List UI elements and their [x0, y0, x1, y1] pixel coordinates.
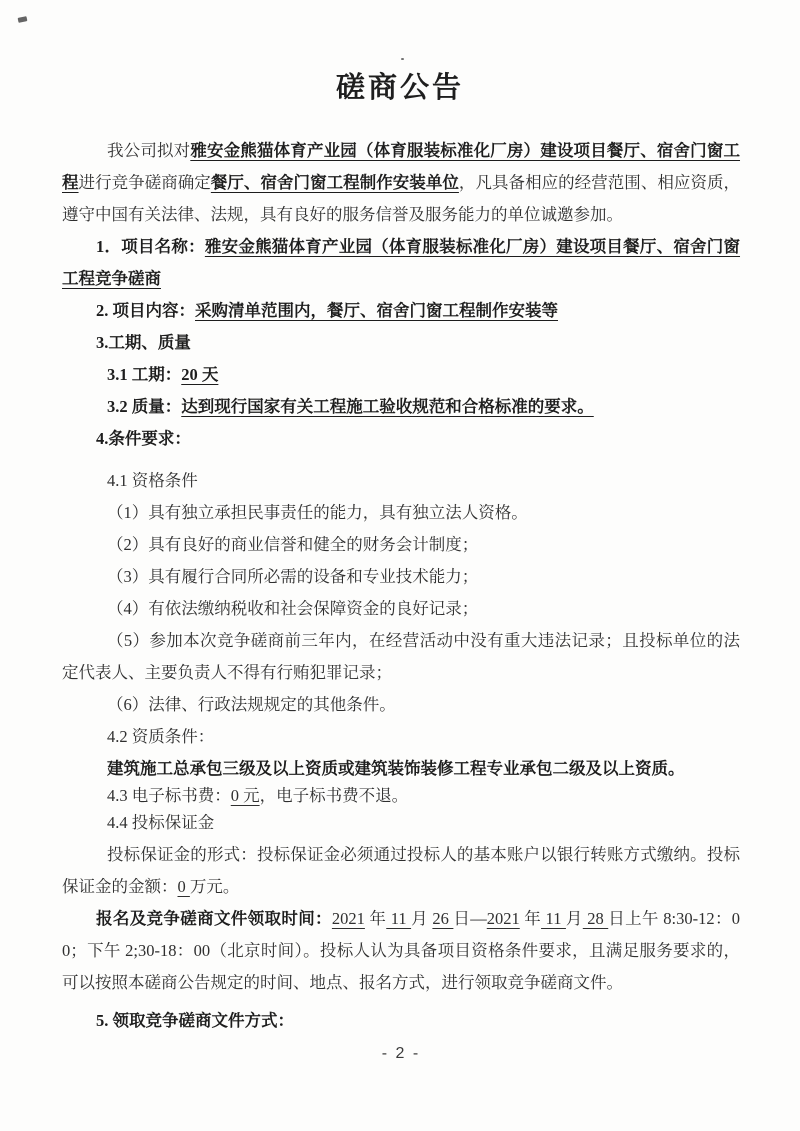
text-run: 1．项目名称： — [96, 237, 205, 256]
text-run: 0 元 — [230, 786, 260, 805]
text-run: 4.4 投标保证金 — [107, 813, 215, 832]
text-run: 月 — [565, 909, 583, 928]
condition-6 — [62, 689, 740, 721]
text-run: （4）有依法缴纳税收和社会保障资金的良好记录； — [107, 599, 479, 618]
document-body — [0, 135, 800, 1063]
text-run: 日上午 8:30-12：00；下午 2;30-18：00（北京时间）。投标人认为具备项目资格条件要求，且满足服务要求的，可以按照本磋商公告规定的时间、地点、报名方式，进行领取竞争磋商文件。 — [62, 909, 741, 992]
text-run: ，凡具备相应的经营范围、相应资质，遵守中国有关法律、法规，具有良好的服务信誉及服务能力的单位诚邀参加。 — [62, 173, 741, 224]
text-run: 4.条件要求： — [96, 429, 191, 448]
deposit-paragraph — [62, 839, 740, 903]
text-run: 年 — [519, 909, 542, 928]
text-run: 0 — [177, 877, 190, 896]
text-run: 2021 — [331, 909, 365, 928]
text-run: 26 — [432, 909, 454, 928]
item-3-schedule-quality — [62, 327, 740, 359]
item-5-obtain-method — [62, 1005, 740, 1037]
item-2-project-content — [62, 295, 740, 327]
condition-4 — [62, 593, 740, 625]
page-title: 磋商公告 — [335, 72, 464, 104]
text-run: 投标保证金的形式：投标保证金必须通过投标人的基本账户以银行转账方式缴纳。投标保证金的金额： — [62, 845, 740, 896]
registration-time-paragraph — [62, 903, 740, 999]
condition-5 — [62, 625, 740, 689]
item-1-project-name — [62, 231, 740, 295]
text-run: 3.1 工期： — [107, 365, 182, 384]
text-run: 日— — [453, 909, 487, 928]
text-run: 4.1 资格条件 — [107, 471, 198, 490]
page-number: - 2 - — [381, 1045, 421, 1062]
text-run: 20 天 — [181, 365, 219, 384]
text-run: 我公司拟对 — [107, 141, 191, 160]
text-run: 4.3 电子标书费： — [107, 786, 231, 805]
text-run: 3.2 质量： — [107, 397, 182, 416]
text-run: 雅安金熊猫体育产业园（体育服装标准化厂房）建设项目餐厅、宿舍门窗工程 — [62, 141, 741, 192]
condition-3 — [62, 561, 740, 593]
text-run: 雅安金熊猫体育产业园（体育服装标准化厂房）建设项目餐厅、宿舍门窗工程竞争磋商 — [62, 237, 741, 288]
item-4-requirements — [62, 423, 740, 455]
intro-paragraph — [62, 135, 740, 231]
scan-noise-dot — [401, 58, 404, 60]
text-run: （3）具有履行合同所必需的设备和专业技术能力； — [107, 567, 479, 586]
text-run: 进行竞争磋商确定 — [78, 173, 211, 192]
text-run: 报名及竞争磋商文件领取时间： — [96, 909, 332, 928]
text-run: 11 — [386, 909, 412, 928]
item-3-1-duration — [62, 359, 740, 391]
item-4-1-qualification — [62, 465, 740, 497]
text-run: 2021 — [486, 909, 520, 928]
item-3-2-quality — [62, 391, 740, 423]
text-run: 达到现行国家有关工程施工验收规范和合格标准的要求。 — [181, 397, 594, 416]
text-run: 年 — [364, 909, 387, 928]
text-run: ，电子标书费不退。 — [259, 786, 409, 805]
text-run: （1）具有独立承担民事责任的能力，具有独立法人资格。 — [107, 503, 528, 522]
text-run: 11 — [541, 909, 566, 928]
text-run: 建筑施工总承包三级及以上资质或建筑装饰装修工程专业承包二级及以上资质。 — [107, 759, 685, 778]
text-run: （2）具有良好的商业信誉和健全的财务会计制度； — [107, 535, 479, 554]
text-run: 万元。 — [189, 877, 240, 896]
text-run: （6）法律、行政法规规定的其他条件。 — [107, 695, 396, 714]
condition-1 — [62, 497, 740, 529]
text-run: 28 — [582, 909, 609, 928]
condition-2 — [62, 529, 740, 561]
text-run: 采购清单范围内，餐厅、宿舍门窗工程制作安装等 — [195, 301, 558, 320]
text-run: 4.2 资质条件： — [107, 727, 215, 746]
text-run: 餐厅、宿舍门窗工程制作安装单位 — [210, 173, 459, 192]
text-run: 5. 领取竞争磋商文件方式： — [96, 1011, 294, 1030]
text-run: （5）参加本次竞争磋商前三年内，在经营活动中没有重大违法记录；且投标单位的法定代表人、主要负责人不得有行贿犯罪记录； — [62, 631, 740, 682]
text-run: 2. 项目内容： — [96, 301, 195, 320]
text-run: 月 — [411, 909, 433, 928]
item-4-2-aptitude — [62, 721, 740, 753]
text-run: 3.工期、质量 — [96, 333, 191, 352]
